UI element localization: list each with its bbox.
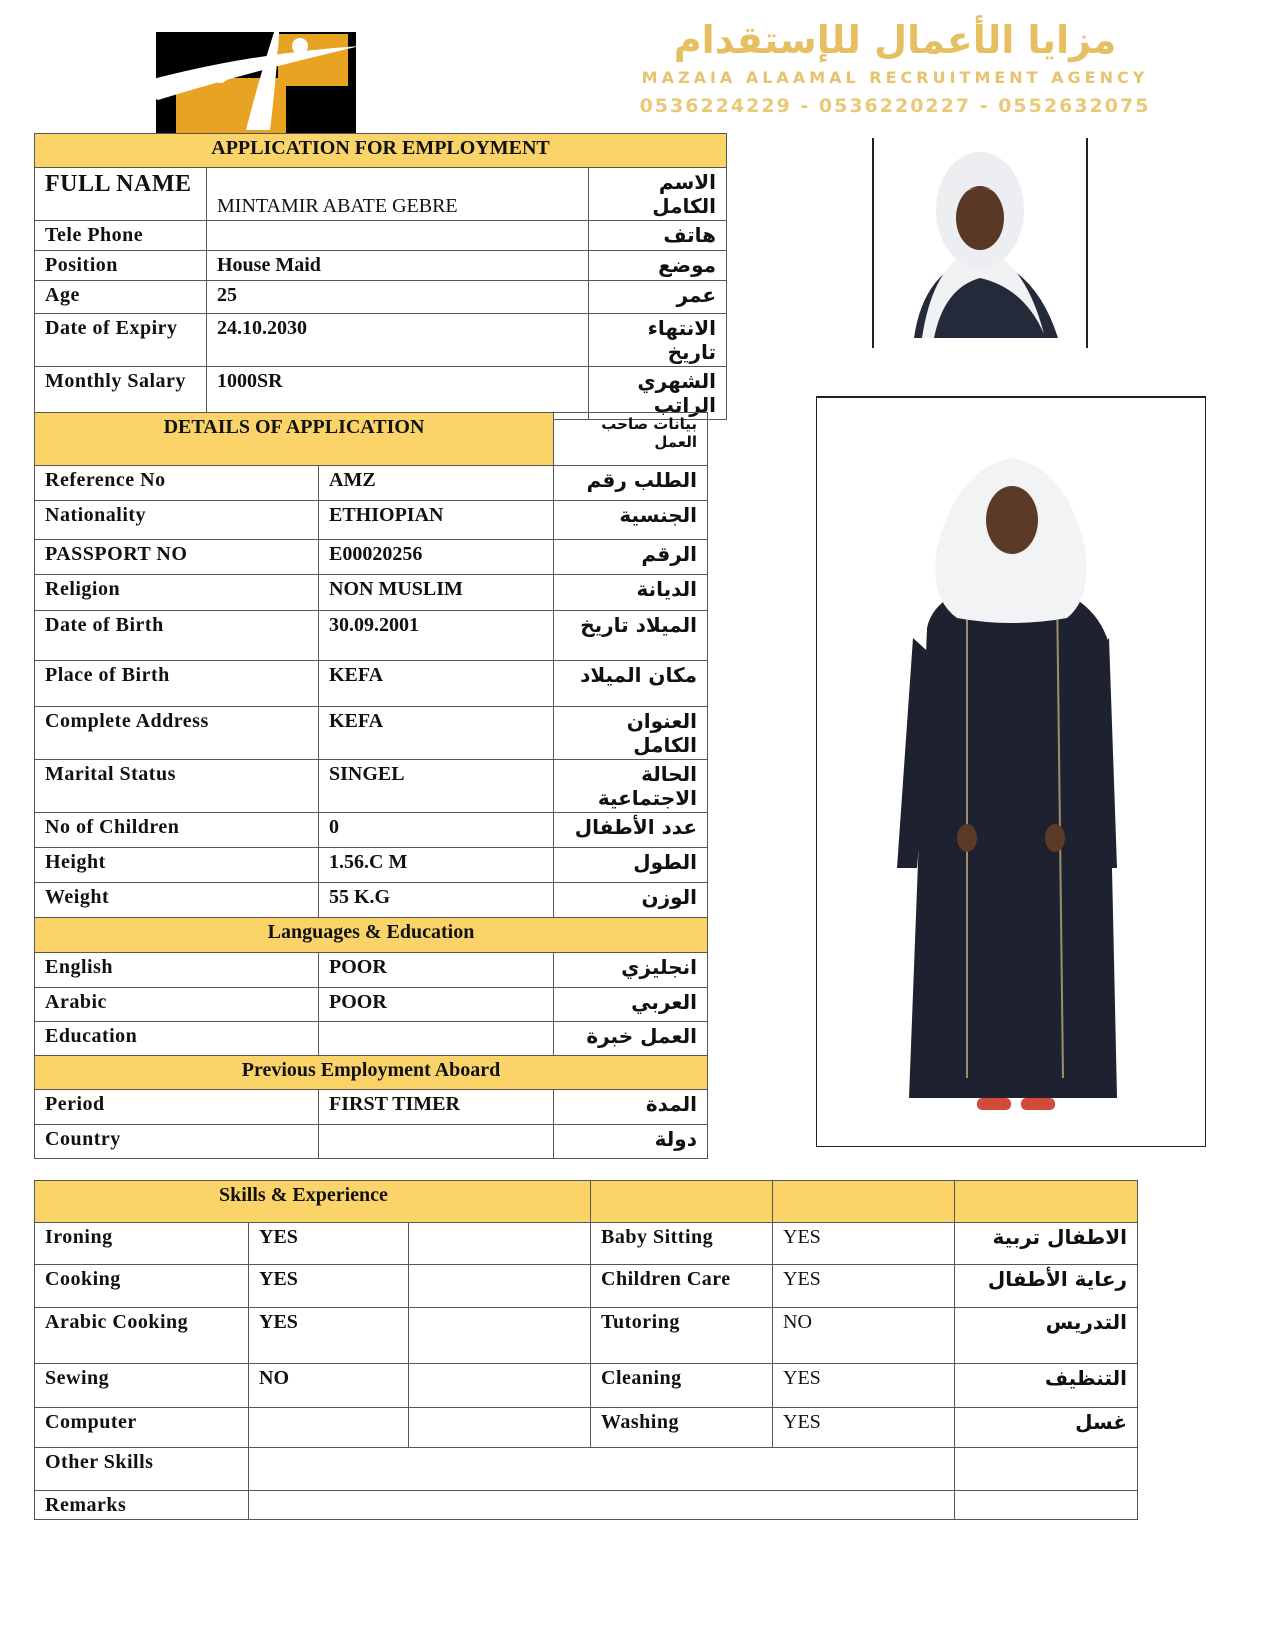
agency-brand [555,18,1235,130]
full-name-value: MINTAMIR ABATE GEBRE [207,168,589,221]
row-label-ar: الميلاد تاريخ [554,611,708,661]
table-row [35,1491,1138,1520]
table-row [35,466,708,501]
table-row [35,1022,708,1056]
phone-value [207,221,589,251]
address-value: KEFA [319,707,554,760]
application-title: APPLICATION FOR EMPLOYMENT [35,134,727,168]
marital-value: SINGEL [319,760,554,813]
skill-value: YES [773,1223,955,1265]
row-label: FULL NAME [35,168,207,221]
period-value: FIRST TIMER [319,1090,554,1125]
other-skills-label: Other Skills [35,1448,249,1491]
row-label-ar: مكان الميلاد [554,661,708,707]
skill-label: Children Care [591,1265,773,1308]
previous-employment-title: Previous Employment Aboard [35,1056,708,1090]
skill-value: NO [773,1308,955,1364]
dob-value: 30.09.2001 [319,611,554,661]
row-label: Date of Birth [35,611,319,661]
row-label-ar: الحالة الاجتماعية [554,760,708,813]
table-row [35,314,727,367]
table-row [35,1090,708,1125]
other-skills-value [249,1448,955,1491]
empty-cell [409,1364,591,1408]
skill-label: Sewing [35,1364,249,1408]
children-value: 0 [319,813,554,848]
row-label-ar: الطلب رقم [554,466,708,501]
passport-value: E00020256 [319,540,554,575]
table-row [35,501,708,540]
reference-value: AMZ [319,466,554,501]
empty-cell [409,1223,591,1265]
table-row [35,575,708,611]
row-label: Place of Birth [35,661,319,707]
religion-value: NON MUSLIM [319,575,554,611]
row-label: Height [35,848,319,883]
skill-label: Cooking [35,1265,249,1308]
row-label-ar: الشهري الراتب [589,367,727,420]
table-row [35,1408,1138,1448]
table-row [35,168,727,221]
row-label-ar: انجليزي [554,953,708,988]
arabic-value: POOR [319,988,554,1022]
empty-cell [409,1408,591,1448]
table-row [35,988,708,1022]
row-label-ar: هاتف [589,221,727,251]
table-row [35,1364,1138,1408]
row-label-ar: الجنسية [554,501,708,540]
skill-value: YES [773,1408,955,1448]
table-row [35,1223,1138,1265]
details-title-ar: بيانات صاحب العمل [554,413,708,466]
row-label: Age [35,281,207,314]
skill-label-ar: التنظيف [955,1364,1138,1408]
agency-logo [128,14,368,138]
skill-label: Tutoring [591,1308,773,1364]
table-row [35,281,727,314]
skill-value: YES [773,1265,955,1308]
row-label-ar: العنوان الكامل [554,707,708,760]
skill-label-ar: الاطفال تربية [955,1223,1138,1265]
skills-title: Skills & Experience [35,1181,591,1223]
row-label-ar: موضع [589,251,727,281]
row-label: Reference No [35,466,319,501]
row-label: Arabic [35,988,319,1022]
skill-value: YES [249,1308,409,1364]
table-row [35,221,727,251]
table-row [35,611,708,661]
skill-value: NO [249,1364,409,1408]
skill-label: Computer [35,1408,249,1448]
row-label: Education [35,1022,319,1056]
table-row [35,1448,1138,1491]
skill-value: YES [249,1223,409,1265]
row-label-ar: الاسم الكامل [589,168,727,221]
table-row [35,953,708,988]
row-label: Monthly Salary [35,367,207,420]
table-row [35,251,727,281]
table-row [35,1125,708,1159]
header-cell [591,1181,773,1223]
table-row [35,540,708,575]
skill-label-ar: غسل [955,1408,1138,1448]
skill-value [249,1408,409,1448]
salary-value: 1000SR [207,367,589,420]
remarks-label: Remarks [35,1491,249,1520]
skill-label-ar: رعاية الأطفال [955,1265,1138,1308]
skill-value: YES [773,1364,955,1408]
portrait-photo [872,138,1088,348]
table-row [35,760,708,813]
position-value: House Maid [207,251,589,281]
row-label-ar: الديانة [554,575,708,611]
table-row [35,1265,1138,1308]
application-table [34,133,727,420]
skill-value: YES [249,1265,409,1308]
row-label-ar: الوزن [554,883,708,918]
row-label: Period [35,1090,319,1125]
row-label: Marital Status [35,760,319,813]
header-cell [773,1181,955,1223]
details-table [34,412,708,1159]
row-label: Weight [35,883,319,918]
empty-cell [955,1491,1138,1520]
row-label-ar: المدة [554,1090,708,1125]
languages-title: Languages & Education [35,918,708,953]
full-body-photo [816,396,1206,1147]
table-row [35,707,708,760]
remarks-value [249,1491,955,1520]
table-row [35,661,708,707]
skills-table [34,1180,1138,1520]
details-title: DETAILS OF APPLICATION [35,413,554,466]
empty-cell [409,1265,591,1308]
row-label: Date of Expiry [35,314,207,367]
skill-label-ar: التدريس [955,1308,1138,1364]
education-value [319,1022,554,1056]
row-label: No of Children [35,813,319,848]
brand-arabic-name: مزايا الأعمال للإستقدام [673,18,1117,62]
brand-english-name: MAZAIA ALAAMAL RECRUITMENT AGENCY [641,68,1149,87]
row-label-ar: الرقم [554,540,708,575]
skill-label: Washing [591,1408,773,1448]
empty-cell [955,1448,1138,1491]
row-label-ar: الانتهاء تاريخ [589,314,727,367]
empty-cell [409,1308,591,1364]
row-label: English [35,953,319,988]
table-row [35,848,708,883]
row-label-ar: عمر [589,281,727,314]
row-label: Tele Phone [35,221,207,251]
height-value: 1.56.C M [319,848,554,883]
expiry-value: 24.10.2030 [207,314,589,367]
skill-label: Arabic Cooking [35,1308,249,1364]
table-row [35,1308,1138,1364]
row-label-ar: عدد الأطفال [554,813,708,848]
country-value [319,1125,554,1159]
row-label-ar: الطول [554,848,708,883]
header-cell [955,1181,1138,1223]
row-label: Country [35,1125,319,1159]
age-value: 25 [207,281,589,314]
skill-label: Baby Sitting [591,1223,773,1265]
row-label-ar: العمل خبرة [554,1022,708,1056]
row-label: PASSPORT NO [35,540,319,575]
skill-label: Ironing [35,1223,249,1265]
row-label: Religion [35,575,319,611]
table-row [35,883,708,918]
row-label: Nationality [35,501,319,540]
skill-label: Cleaning [591,1364,773,1408]
row-label: Complete Address [35,707,319,760]
row-label-ar: دولة [554,1125,708,1159]
row-label: Position [35,251,207,281]
brand-phones: 0536224229 - 0536220227 - 0552632075 [639,95,1151,117]
birthplace-value: KEFA [319,661,554,707]
nationality-value: ETHIOPIAN [319,501,554,540]
row-label-ar: العربي [554,988,708,1022]
english-value: POOR [319,953,554,988]
weight-value: 55 K.G [319,883,554,918]
table-row [35,813,708,848]
